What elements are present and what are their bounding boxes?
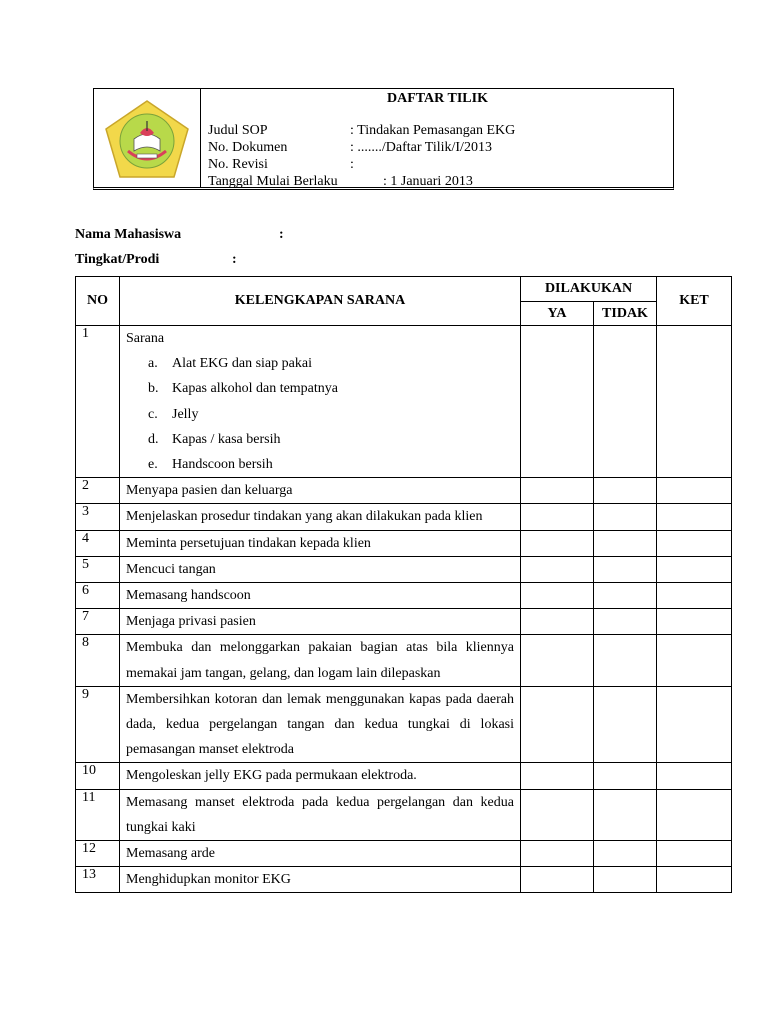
meta-no-revisi: No. Revisi : [208, 157, 354, 172]
row-item-text: Menyapa pasien dan keluarga [126, 483, 293, 499]
cell-ya[interactable] [521, 686, 594, 763]
row-item [120, 478, 521, 504]
row-item-text: Membersihkan kotoran dan lemak menggunakan kapas pada daerah dada, kedua pergelangan tangan dan kedua tungkai di lokasi pemasangan manset elektroda [126, 691, 514, 758]
list-item [148, 351, 514, 376]
table-row [76, 326, 732, 478]
student-level-colon: : [232, 252, 237, 267]
table-row [76, 789, 732, 840]
table-row [76, 635, 732, 686]
row-item-text: Membuka dan melonggarkan pakaian bagian atas bila kliennya memakai jam tangan, gelang, dan logam lain dilepaskan [126, 640, 514, 681]
cell-tidak[interactable] [594, 841, 657, 867]
table-row [76, 530, 732, 556]
row-item [120, 867, 521, 893]
document-title: DAFTAR TILIK [386, 91, 488, 106]
cell-ya[interactable] [521, 867, 594, 893]
header-ya: YA [521, 302, 594, 326]
list-item [148, 452, 514, 477]
student-level-label: Tingkat/Prodi [75, 252, 160, 267]
student-name-colon: : [279, 227, 284, 242]
cell-ya[interactable] [521, 504, 594, 530]
cell-ya[interactable] [521, 609, 594, 635]
list-item-text: Jelly [172, 406, 199, 422]
table-row [76, 867, 732, 893]
table-row [76, 478, 732, 504]
cell-ya[interactable] [521, 556, 594, 582]
cell-tidak[interactable] [594, 326, 657, 478]
row-number: 3 [76, 504, 120, 530]
table-row [76, 504, 732, 530]
row-item-text: Mencuci tangan [126, 561, 216, 577]
cell-ya[interactable] [521, 789, 594, 840]
row-number: 10 [76, 763, 120, 789]
table-row [76, 763, 732, 789]
cell-ket[interactable] [657, 556, 732, 582]
institution-logo-icon [104, 99, 190, 179]
cell-ket[interactable] [657, 583, 732, 609]
header-no: NO [76, 277, 120, 326]
header-ket: KET [657, 277, 732, 326]
row-number: 2 [76, 478, 120, 504]
cell-ket[interactable] [657, 504, 732, 530]
table-row [76, 583, 732, 609]
cell-ket[interactable] [657, 763, 732, 789]
row-item [120, 326, 521, 478]
row-number: 11 [76, 789, 120, 840]
table-row [76, 841, 732, 867]
list-item-letter: c. [148, 406, 158, 422]
cell-tidak[interactable] [594, 556, 657, 582]
cell-ket[interactable] [657, 530, 732, 556]
row-number: 8 [76, 635, 120, 686]
cell-tidak[interactable] [594, 478, 657, 504]
row-item-text: Menjelaskan prosedur tindakan yang akan dilakukan pada klien [126, 509, 483, 525]
row-item [120, 789, 521, 840]
row-item-text: Memasang manset elektroda pada kedua pergelangan dan kedua tungkai kaki [126, 794, 514, 835]
cell-tidak[interactable] [594, 609, 657, 635]
list-item-letter: d. [148, 431, 159, 447]
row-item [120, 686, 521, 763]
cell-ya[interactable] [521, 841, 594, 867]
list-item-text: Handscoon bersih [172, 457, 273, 473]
cell-ya[interactable] [521, 583, 594, 609]
cell-ket[interactable] [657, 841, 732, 867]
row-number: 4 [76, 530, 120, 556]
list-item-text: Kapas / kasa bersih [172, 431, 281, 447]
table-row [76, 686, 732, 763]
list-item [148, 427, 514, 452]
row-number: 13 [76, 867, 120, 893]
row-item [120, 763, 521, 789]
cell-tidak[interactable] [594, 504, 657, 530]
student-level-line [75, 252, 237, 268]
row-number: 6 [76, 583, 120, 609]
cell-ket[interactable] [657, 686, 732, 763]
row-number: 7 [76, 609, 120, 635]
logo-cell [94, 89, 201, 187]
list-item-letter: e. [148, 457, 158, 473]
row-item [120, 609, 521, 635]
cell-ket[interactable] [657, 635, 732, 686]
row-item-text: Menjaga privasi pasien [126, 614, 256, 630]
row-item-text: Menghidupkan monitor EKG [126, 872, 291, 888]
list-item-letter: b. [148, 381, 159, 397]
row-item [120, 635, 521, 686]
student-name-label: Nama Mahasiswa [75, 227, 182, 242]
cell-ket[interactable] [657, 478, 732, 504]
row-item-text: Meminta persetujuan tindakan kepada klien [126, 535, 371, 551]
row-item [120, 583, 521, 609]
row-item-text: Sarana [126, 331, 165, 346]
meta-no-dokumen: No. Dokumen : ......./Daftar Tilik/I/2013 [208, 140, 492, 155]
cell-ya[interactable] [521, 326, 594, 478]
cell-tidak[interactable] [594, 763, 657, 789]
cell-tidak[interactable] [594, 686, 657, 763]
cell-tidak[interactable] [594, 789, 657, 840]
row-number: 5 [76, 556, 120, 582]
list-item-letter: a. [148, 356, 158, 372]
row-item [120, 530, 521, 556]
sub-list [126, 351, 514, 477]
cell-tidak[interactable] [594, 530, 657, 556]
checklist-table [75, 276, 732, 893]
cell-ya[interactable] [521, 478, 594, 504]
list-item-text: Alat EKG dan siap pakai [172, 356, 312, 372]
cell-tidak[interactable] [594, 583, 657, 609]
header-tidak: TIDAK [594, 302, 657, 326]
meta-judul-sop: Judul SOP : Tindakan Pemasangan EKG [208, 123, 516, 138]
list-item-text: Kapas alkohol dan tempatnya [172, 381, 339, 397]
row-number: 9 [76, 686, 120, 763]
header-dilakukan: DILAKUKAN [521, 277, 657, 302]
list-item [148, 402, 514, 427]
cell-ket[interactable] [657, 789, 732, 840]
meta-tanggal-berlaku: Tanggal Mulai Berlaku : 1 Januari 2013 [208, 174, 473, 189]
row-item-text: Memasang arde [126, 846, 216, 862]
row-item [120, 841, 521, 867]
table-row [76, 609, 732, 635]
table-row [76, 556, 732, 582]
student-name-line [75, 227, 284, 243]
cell-ya[interactable] [521, 763, 594, 789]
cell-tidak[interactable] [594, 635, 657, 686]
row-item [120, 556, 521, 582]
cell-ket[interactable] [657, 609, 732, 635]
row-number: 12 [76, 841, 120, 867]
header-item: KELENGKAPAN SARANA [120, 277, 521, 326]
row-item-text: Memasang handscoon [126, 588, 251, 604]
cell-tidak[interactable] [594, 867, 657, 893]
cell-ya[interactable] [521, 530, 594, 556]
row-item-text: Mengoleskan jelly EKG pada permukaan elektroda. [126, 768, 417, 784]
cell-ket[interactable] [657, 326, 732, 478]
cell-ya[interactable] [521, 635, 594, 686]
list-item [148, 376, 514, 401]
cell-ket[interactable] [657, 867, 732, 893]
row-number: 1 [76, 326, 120, 478]
document-header [93, 88, 674, 190]
row-item [120, 504, 521, 530]
